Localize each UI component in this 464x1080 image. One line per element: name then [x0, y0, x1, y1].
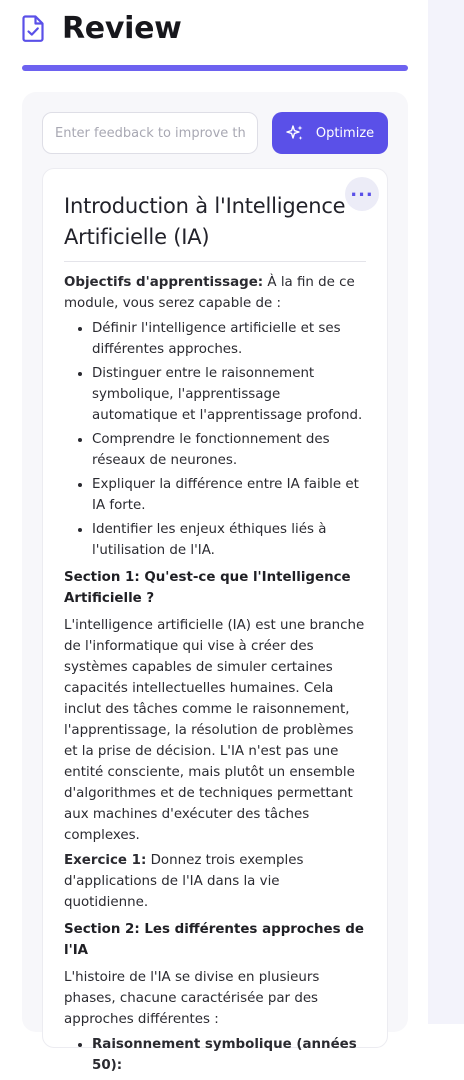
- section1-paragraph: L'intelligence artificielle (IA) est une branche de l'informatique qui vise à créer des systèmes capables de simuler certaines capacités intellectuelles humaines. Cela inclut des tâches comme le raisonnement, l'apprentissage, la résolution de problèmes et la prise de décision. L'IA n'est pas une entité consciente, mais plutôt un ensemble d'algorithmes et de techniques permettant aux machines d'exécuter des tâches complexes.: [64, 618, 365, 843]
- review-panel: [22, 92, 408, 1073]
- section2-heading: Section 2: Les différentes approches de l'IA: [64, 922, 364, 958]
- objective-item: • Définir l'intelligence artificielle et ses différentes approches.: [92, 318, 366, 360]
- objective-item: • Expliquer la différence entre IA faible et IA forte.: [92, 474, 366, 516]
- optimize-label: Optimize: [315, 125, 375, 141]
- exercise1-label: Exercice 1:: [64, 853, 147, 868]
- more-dots-icon: ...: [350, 179, 374, 201]
- objectives-paragraph: [64, 272, 366, 314]
- section2-paragraph: L'histoire de l'IA se divise en plusieurs phases, chacune caractérisée par des approches différentes :: [64, 970, 320, 1027]
- objectives-label: Objectifs d'apprentissage:: [64, 275, 264, 290]
- exercise1-paragraph: [64, 850, 366, 913]
- exercise1-text: Donnez trois exemples d'applications de l'IA dans la vie quotidienne.: [64, 853, 304, 910]
- background-shade: [428, 0, 464, 1024]
- document-body: [64, 191, 366, 1080]
- section1-heading: Section 1: Qu'est-ce que l'Intelligence Artificielle ?: [64, 570, 351, 606]
- optimize-button[interactable]: [272, 112, 388, 154]
- page-title: Review: [62, 10, 182, 46]
- sparkle-icon: [286, 124, 304, 142]
- objective-item: • Identifier les enjeux éthiques liés à l'utilisation de l'IA.: [92, 519, 366, 561]
- page-header: [22, 8, 182, 48]
- feedback-input[interactable]: [42, 112, 258, 154]
- objective-item: • Comprendre le fonctionnement des réseaux de neurones.: [92, 429, 366, 471]
- approach-item: • Raisonnement symbolique (années 50):: [92, 1034, 366, 1076]
- objective-item: • Distinguer entre le raisonnement symbolique, l'apprentissage automatique et l'apprentissage profond.: [92, 363, 366, 426]
- content-card: [42, 168, 388, 1073]
- document-title: Introduction à l'Intelligence Artificielle (IA): [64, 194, 346, 249]
- approaches-list: [64, 1034, 366, 1076]
- progress-bar: [22, 65, 408, 71]
- objectives-list: [64, 318, 366, 561]
- objectives-text: À la fin de ce module, vous serez capable de :: [64, 275, 355, 311]
- document-check-icon: [22, 14, 46, 42]
- title-divider: [64, 261, 366, 262]
